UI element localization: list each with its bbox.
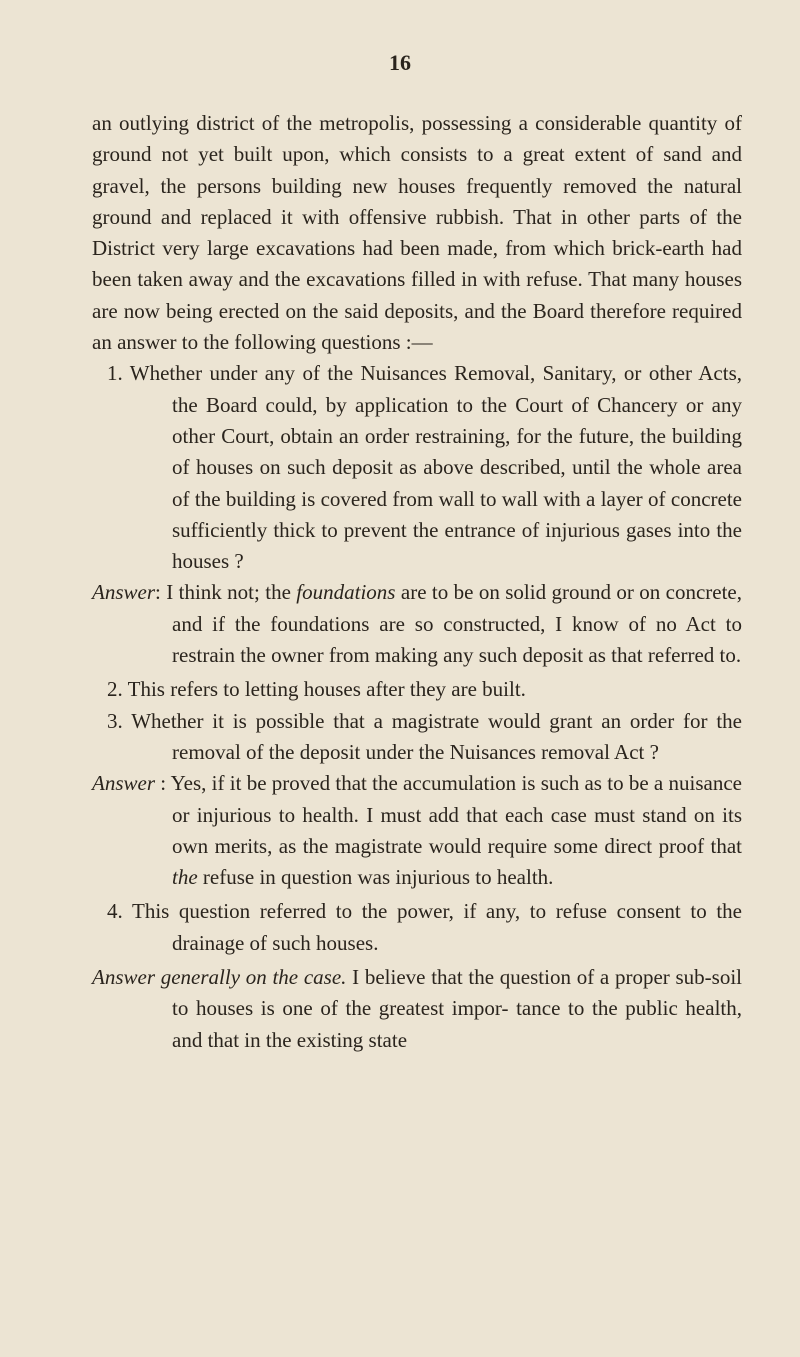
answer-4-label: Answer generally on the case. bbox=[92, 965, 347, 990]
question-4-text: 4. This question referred to the power, if any, to refuse consent to the drainage of such houses. bbox=[107, 899, 742, 955]
question-3-text: 3. Whether it is possible that a magistrate would grant an order for the removal of the deposit under the Nuisances removal Act ? bbox=[107, 708, 742, 764]
answer-3-emphasis: the bbox=[172, 865, 198, 890]
answer-3 bbox=[92, 768, 742, 893]
question-1-text: 1. Whether under any of the Nuisances Removal, Sanitary, or other Acts, the Board could, by application to the Court of Chancery or any other Court, obtain an order restraining, for the future, the building of houses on such deposit as above described, until the whole area of the building is covered from wall to wall with a layer of concrete sufficiently thick to prevent the entrance of injurious gases into the houses ? bbox=[107, 361, 742, 574]
answer-3-label: Answer bbox=[92, 771, 155, 796]
answer-3-post: refuse in question was injurious to health. bbox=[197, 865, 554, 890]
body-text bbox=[92, 108, 742, 1056]
question-2 bbox=[92, 674, 742, 705]
question-4 bbox=[92, 896, 742, 959]
answer-1-emphasis: foundations bbox=[296, 580, 396, 605]
question-3 bbox=[92, 706, 742, 769]
intro-paragraph: an outlying district of the metropolis, possessing a considerable quantity of ground not yet built upon, which consists to a great extent of sand and gravel, the persons building new houses frequently removed the natural ground and replaced it with offensive rubbish. That in other parts of the District very large excavations had been made, from which brick-earth had been taken away and the excavations filled in with refuse. That many houses are now being erected on the said deposits, and the Board therefore required an answer to the following questions :— bbox=[92, 111, 742, 355]
question-2-text: 2. This refers to letting houses after they are built. bbox=[107, 677, 526, 702]
question-1 bbox=[92, 358, 742, 577]
answer-1-pre: : I think not; the bbox=[155, 580, 297, 605]
answer-3-pre: : Yes, if it be proved that the accumulation is such as to be a nuisance or injurious to health. I must add that each case must stand on its own merits, as the magistrate would require some direct proof that bbox=[155, 771, 742, 858]
answer-4 bbox=[92, 962, 742, 1056]
answer-4-post: I believe that the question of a proper sub-soil to houses is one of the greatest impor- tance to the public health, and that in the existing state bbox=[172, 965, 742, 1052]
answer-1 bbox=[92, 577, 742, 671]
answer-1-post: are to be on solid ground or on concrete, and if the foundations are so constructed, I know of no Act to restrain the owner from making any such deposit as that referred to. bbox=[172, 580, 742, 668]
page-number: 16 bbox=[389, 50, 411, 75]
answer-1-label: Answer bbox=[92, 580, 155, 605]
